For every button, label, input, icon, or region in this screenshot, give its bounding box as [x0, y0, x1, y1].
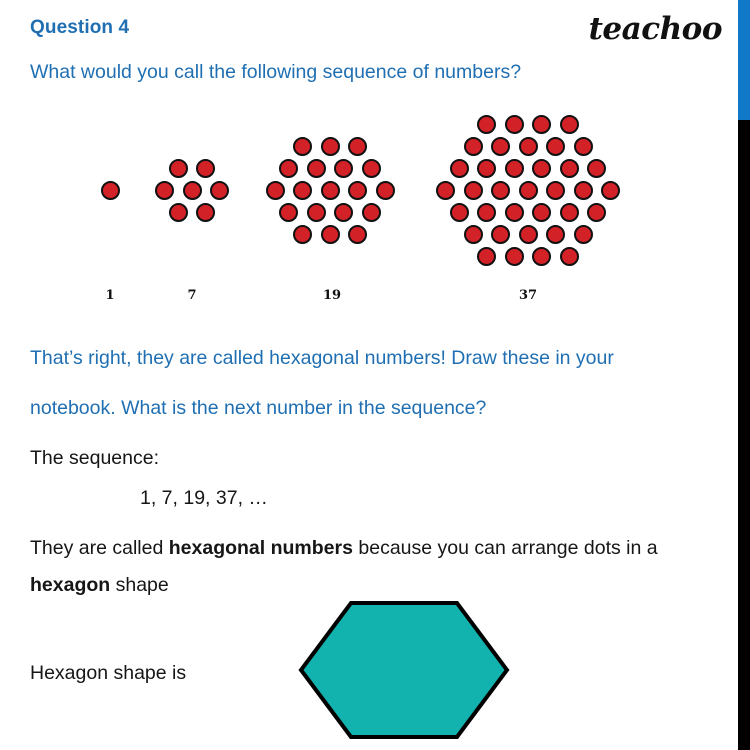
dot [477, 203, 496, 222]
dot [601, 181, 620, 200]
explanation-text-1: They are called [30, 537, 169, 559]
explanation-bold-hexagon: hexagon [30, 574, 111, 596]
dot [505, 159, 524, 178]
sequence-heading: The sequence: [30, 447, 160, 469]
dot [574, 225, 593, 244]
dot [519, 181, 538, 200]
explanation-text-3: shape [110, 574, 169, 596]
dot [532, 247, 551, 266]
dot [450, 203, 469, 222]
dot [464, 181, 483, 200]
figure-label-37: 37 [518, 288, 538, 303]
dot [532, 203, 551, 222]
page-title: Question 4 [30, 17, 130, 38]
sequence-values: 1, 7, 19, 37, … [140, 487, 268, 509]
explanation-paragraph [30, 530, 700, 604]
figure-label-7: 7 [187, 288, 197, 303]
dot [560, 115, 579, 134]
question-prompt: What would you call the following sequence of numbers? [30, 61, 522, 83]
answer-paragraph: That’s right, they are called hexagonal numbers! Draw these in your notebook. What is the next number in the sequence? [30, 347, 614, 419]
dot [546, 137, 565, 156]
figure-label-1: 1 [105, 288, 115, 303]
hexagon-shape [298, 600, 510, 740]
hexagon-caption: Hexagon shape is [30, 662, 187, 684]
hexagonal-numbers-figure [0, 100, 750, 315]
dot [491, 181, 510, 200]
dot [519, 225, 538, 244]
dot [505, 203, 524, 222]
dot [450, 159, 469, 178]
figure-label-19: 19 [322, 288, 342, 303]
dot [519, 137, 538, 156]
dot [546, 181, 565, 200]
dot [505, 115, 524, 134]
dot [546, 225, 565, 244]
dot [587, 159, 606, 178]
dot [574, 181, 593, 200]
dot [587, 203, 606, 222]
dot [560, 159, 579, 178]
dot [532, 159, 551, 178]
dot [477, 247, 496, 266]
teachoo-logo: teachoo [588, 11, 722, 47]
dot [464, 137, 483, 156]
explanation-bold-hexagonal-numbers: hexagonal numbers [168, 537, 353, 559]
dot [505, 247, 524, 266]
dot [491, 137, 510, 156]
dot [491, 225, 510, 244]
dot [574, 137, 593, 156]
dot [532, 115, 551, 134]
dot [464, 225, 483, 244]
dot [477, 159, 496, 178]
explanation-text-2: because you can arrange dots in a [352, 537, 658, 559]
dot [477, 115, 496, 134]
dot [436, 181, 455, 200]
dot [560, 203, 579, 222]
dot [560, 247, 579, 266]
